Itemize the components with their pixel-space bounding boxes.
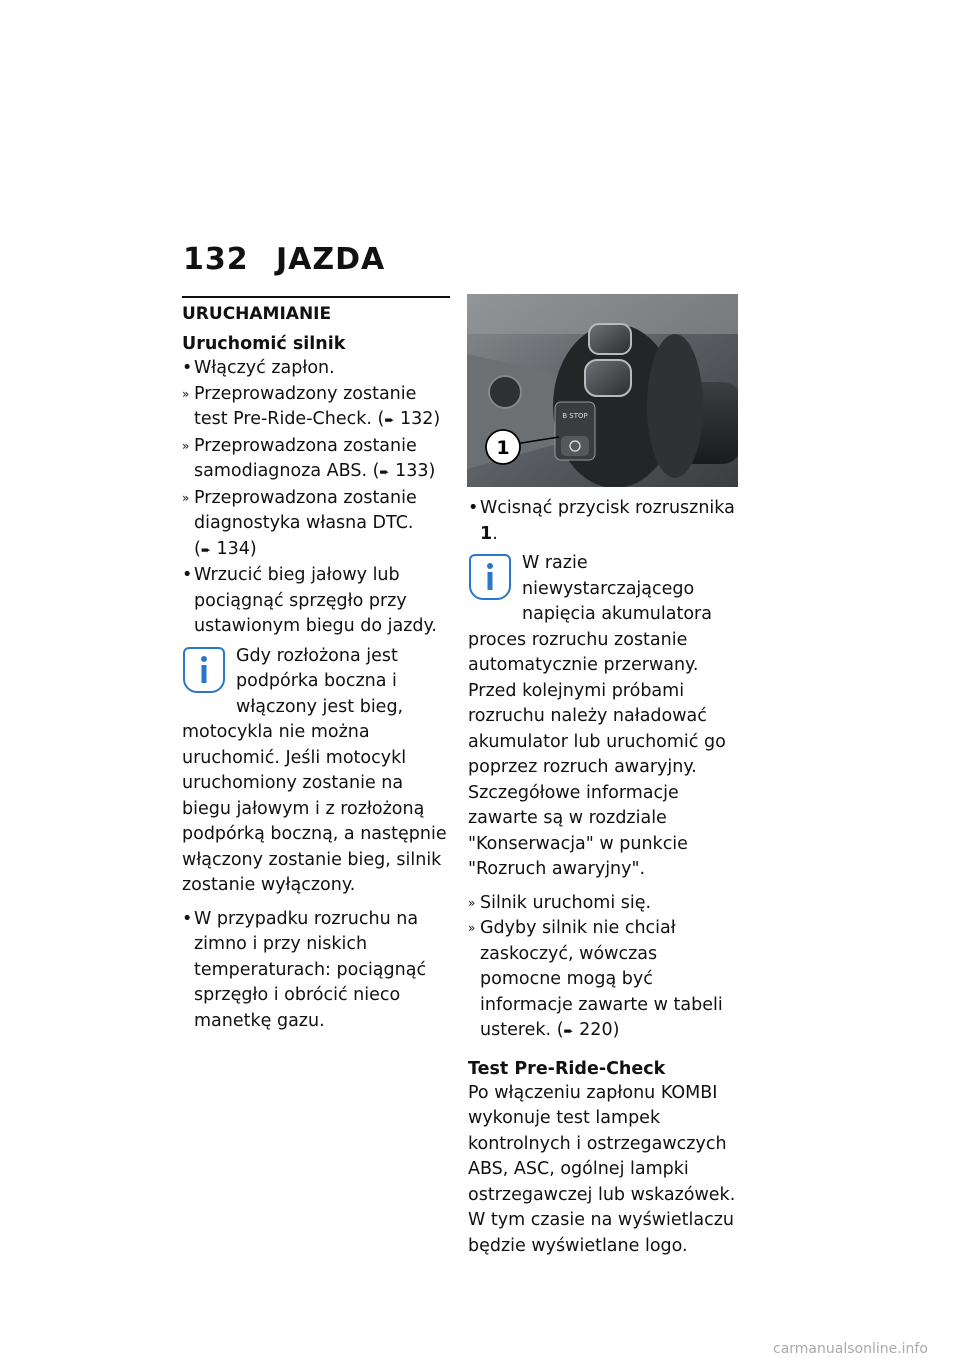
reference-arrow-icon: ➨ bbox=[200, 542, 211, 557]
reference-arrow-icon: ➨ bbox=[384, 413, 395, 427]
right-column bbox=[468, 496, 740, 1259]
subsection-title: Uruchomić silnik bbox=[182, 334, 346, 354]
info-icon bbox=[182, 646, 226, 696]
list-item: • Wrzucić bieg jałowy lub pociągnąć sprzęgło przy ustawionym biegu do jazdy. bbox=[182, 565, 437, 636]
section-title: URUCHAMIANIE bbox=[182, 304, 332, 324]
result-item: » Przeprowadzony zostanie test Pre-Ride-Check. (➨ 132) bbox=[182, 383, 441, 429]
page-header bbox=[183, 242, 385, 277]
result-chevron-icon: » bbox=[182, 438, 190, 453]
bullet-icon: • bbox=[468, 498, 479, 518]
watermark: carmanualsonline.info bbox=[773, 1341, 928, 1357]
chapter-title: JAZDA bbox=[276, 242, 386, 277]
page-reference[interactable]: (➨ 134) bbox=[194, 538, 257, 559]
reference-arrow-icon: ➨ bbox=[563, 1024, 574, 1038]
list-item: • Włączyć zapłon. bbox=[182, 356, 450, 382]
bullet-icon: • bbox=[182, 358, 193, 378]
page-reference[interactable]: (➨ 220) bbox=[556, 1020, 620, 1040]
result-item: » Przeprowadzona zostanie diagnostyka własna DTC. (➨ 134) bbox=[182, 487, 417, 559]
page-reference[interactable]: (➨ 132) bbox=[377, 409, 441, 429]
bullet-icon: • bbox=[182, 565, 193, 585]
info-note: W razie niewystarczającego napięcia akumulatora proces rozruchu zostanie automatycznie przerwany. Przed kolejnymi próbami rozruchu należy naładować akumulator lub uruchomić go poprzez rozruch awaryjny. Szczegółowe informacje zawarte są w rozdziale "Konserwacja" w punkcie "Rozruch awaryjny". bbox=[468, 553, 726, 879]
handlebar-switch-photo bbox=[467, 294, 738, 487]
info-note: Gdy rozłożona jest podpórka boczna i włączony jest bieg, motocykla nie można uruchomić. Jeśli motocykl uruchomiony zostanie na biegu jałowym i z rozłożoną podpórką boczną, a następnie włączony zostanie bieg, silnik zostanie wyłączony. bbox=[182, 645, 447, 895]
result-item: » Przeprowadzona zostanie samodiagnoza ABS. (➨ 133) bbox=[182, 435, 436, 481]
page-number: 132 bbox=[183, 242, 249, 277]
left-column bbox=[182, 296, 450, 1034]
result-item: » Gdyby silnik nie chciał zaskoczyć, wówczas pomocne mogą być informacje zawarte w tabeli usterek. (➨ 220) bbox=[468, 918, 723, 1040]
subsection-title: Test Pre-Ride-Check bbox=[468, 1058, 666, 1079]
paragraph: Po włączeniu zapłonu KOMBI wykonuje test lampek kontrolnych i ostrzegawczych ABS, ASC, ogólnej lampki ostrzegawczej lub wskazówek. W tym czasie na wyświetlaczu będzie wyświetlane logo. bbox=[468, 1082, 736, 1256]
result-chevron-icon: » bbox=[182, 386, 190, 401]
result-chevron-icon: » bbox=[468, 895, 476, 910]
list-item: • Wcisnąć przycisk rozrusznika 1. bbox=[468, 498, 735, 544]
section-rule bbox=[182, 296, 450, 298]
bullet-icon: • bbox=[182, 908, 193, 929]
reference-arrow-icon: ➨ bbox=[379, 465, 390, 479]
callout-number: 1 bbox=[496, 437, 510, 459]
switch-label: B STOP bbox=[562, 412, 588, 420]
info-icon bbox=[468, 553, 512, 603]
result-item: » Silnik uruchomi się. bbox=[468, 891, 740, 917]
result-chevron-icon: » bbox=[468, 921, 476, 935]
result-chevron-icon: » bbox=[182, 490, 190, 505]
page-reference[interactable]: (➨ 133) bbox=[372, 461, 436, 481]
list-item: • W przypadku rozruchu na zimno i przy niskich temperaturach: pociągnąć sprzęgło i obrócić nieco manetkę gazu. bbox=[182, 908, 427, 1031]
callout-reference: 1 bbox=[480, 523, 493, 544]
